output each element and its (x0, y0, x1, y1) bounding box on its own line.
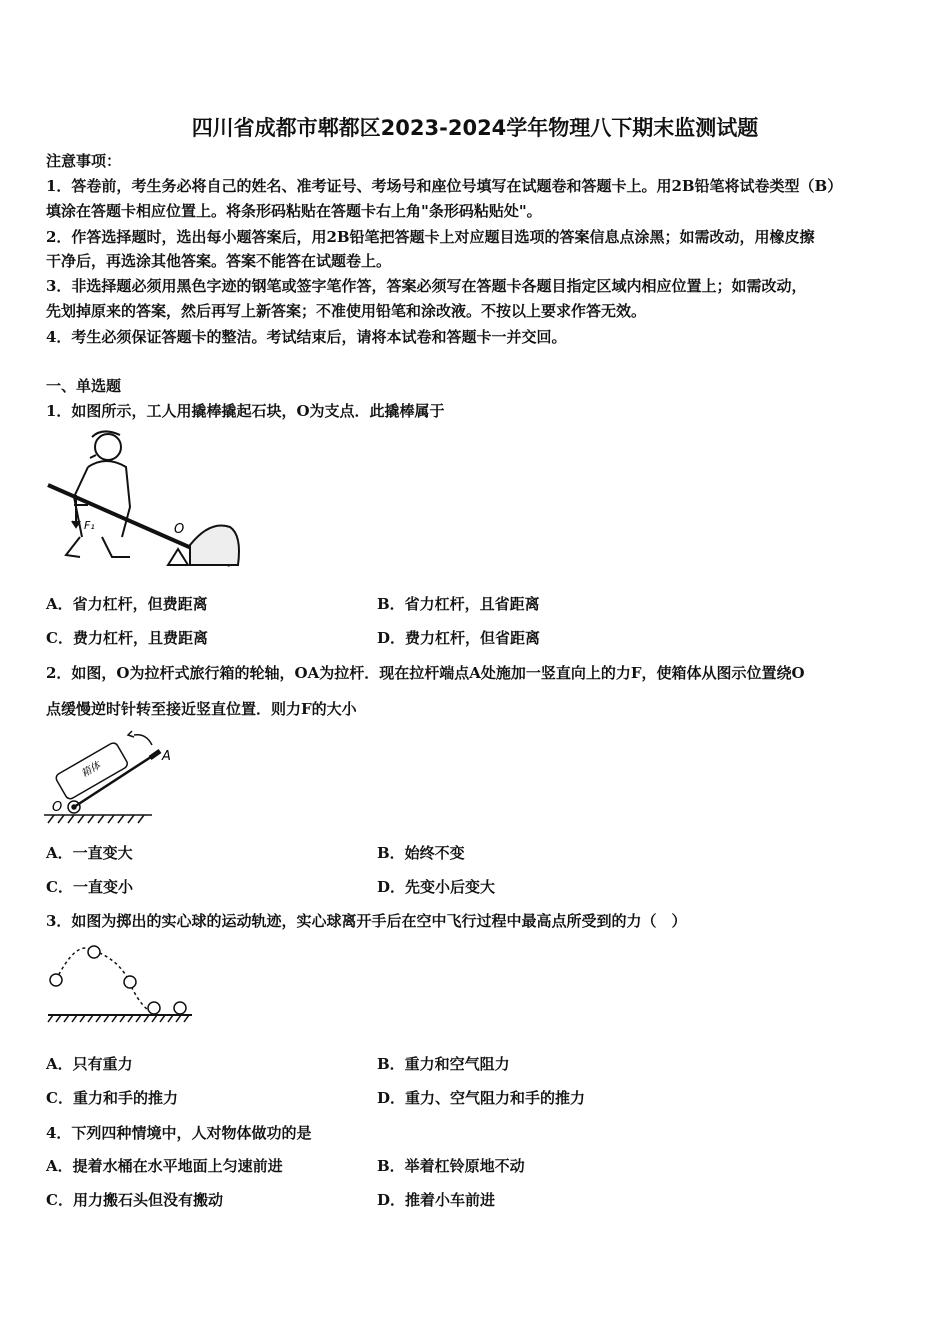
option-d: D．推着小车前进 (377, 1191, 496, 1209)
option-d: D．费力杠杆，但省距离 (377, 629, 541, 647)
option-c: C．一直变小 (46, 878, 133, 896)
option-c: C．重力和手的推力 (46, 1089, 178, 1107)
question-2-stem: 2．如图，O为拉杆式旅行箱的轮轴，OA为拉杆．现在拉杆端点A处施加一竖直向上的力F，使箱体从图示位置绕O (46, 664, 805, 682)
option-b: B．举着杠铃原地不动 (377, 1157, 525, 1175)
pivot-label: O (174, 522, 185, 537)
option-d: D．先变小后变大 (377, 878, 496, 896)
question-2-stem: 点缓慢逆时针转至接近竖直位置．则力F的大小 (46, 700, 357, 718)
section-heading: 一、单选题 (46, 377, 122, 395)
suitcase-figure (42, 725, 172, 825)
option-b: B．省力杠杆，且省距离 (377, 595, 540, 613)
notice-line: 干净后，再选涂其他答案。答案不能答在试题卷上。 (46, 252, 392, 270)
question-4-stem: 4．下列四种情境中，人对物体做功的是 (46, 1124, 312, 1142)
notice-line: 1．答卷前，考生务必将自己的姓名、准考证号、考场号和座位号填写在试题卷和答题卡上。用2B铅笔将试卷类型（B） (46, 177, 843, 195)
notice-line: 填涂在答题卡相应位置上。将条形码粘贴在答题卡右上角"条形码粘贴处"。 (46, 202, 542, 220)
end-label: A (162, 749, 171, 764)
box-label: 箱体 (79, 760, 103, 780)
pivot-label: O (52, 800, 63, 815)
page-title: 四川省成都市郫都区2023-2024学年物理八下期末监测试题 (191, 116, 759, 140)
option-a: A．只有重力 (46, 1055, 133, 1073)
notice-line: 先划掉原来的答案，然后再写上新答案；不准使用铅笔和涂改液。不按以上要求作答无效。 (46, 302, 647, 320)
notice-line: 3．非选择题必须用黑色字迹的钢笔或签字笔作答，答案必须写在答题卡各题目指定区域内相应位置上；如需改动， (46, 277, 807, 295)
option-c: C．用力搬石头但没有搬动 (46, 1191, 223, 1209)
question-1-stem: 1．如图所示，工人用撬棒撬起石块，O为支点．此撬棒属于 (46, 402, 445, 420)
ball-trajectory-figure (42, 938, 197, 1028)
question-3-stem: 3．如图为掷出的实心球的运动轨迹，实心球离开手后在空中飞行过程中最高点所受到的力（ ） (46, 912, 687, 930)
option-a: A．提着水桶在水平地面上匀速前进 (46, 1157, 283, 1175)
notice-line: 4．考生必须保证答题卡的整洁。考试结束后，请将本试卷和答题卡一并交回。 (46, 328, 567, 346)
option-b: B．重力和空气阻力 (377, 1055, 510, 1073)
notice-line: 2．作答选择题时，选出每小题答案后，用2B铅笔把答题卡上对应题目选项的答案信息点涂黑；如需改动，用橡皮擦 (46, 228, 815, 246)
option-c: C．费力杠杆，且费距离 (46, 629, 208, 647)
option-b: B．始终不变 (377, 844, 465, 862)
force-label: F₁ (84, 519, 95, 532)
option-a: A．一直变大 (46, 844, 133, 862)
notice-heading: 注意事项： (46, 152, 122, 170)
option-a: A．省力杠杆，但费距离 (46, 595, 208, 613)
option-d: D．重力、空气阻力和手的推力 (377, 1089, 586, 1107)
lever-worker-figure (40, 425, 250, 570)
